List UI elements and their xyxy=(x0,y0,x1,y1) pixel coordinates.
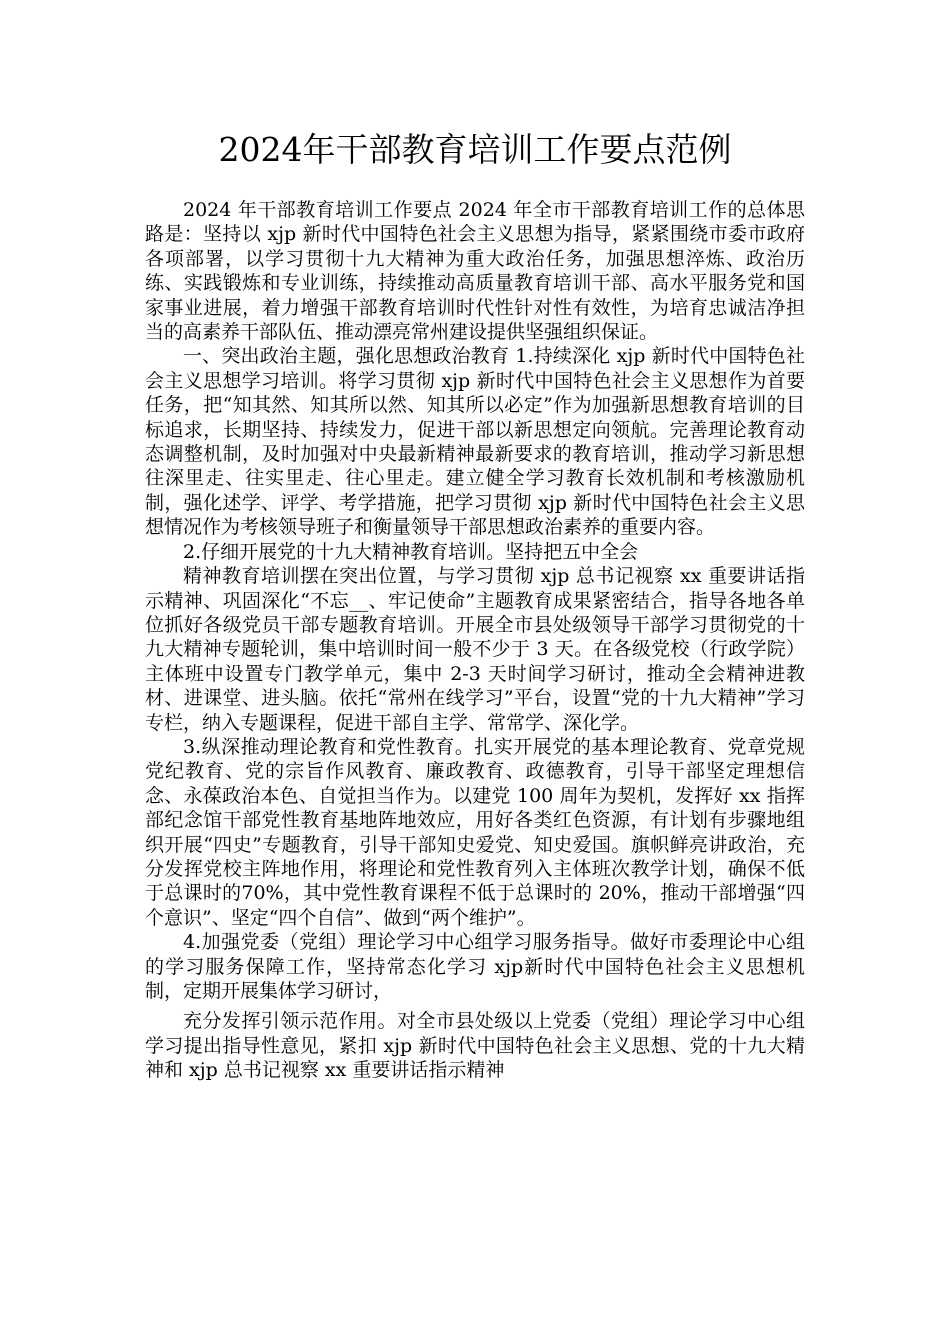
paragraph-item-4-continued: 充分发挥引领示范作用。对全市县处级以上党委（党组）理论学习中心组学习提出指导性意见，紧扣 xjp 新时代中国特色社会主义思想、党的十九大精神和 xjp 总书记视察 xx 重要讲话指示精神 xyxy=(145,1010,805,1082)
paragraph-item-4: 4.加强党委（党组）理论学习中心组学习服务指导。做好市委理论中心组的学习服务保障工作，坚持常态化学习 xjp新时代中国特色社会主义思想机制，定期开展集体学习研讨， xyxy=(145,931,805,1002)
paragraph-item-2-body: 精神教育培训摆在突出位置，与学习贯彻 xjp 总书记视察 xx 重要讲话指示精神、巩固深化“不忘__、牢记使命”主题教育成果紧密结合，指导各地各单位抓好各级党员干部专题教育培训。开展全市县处级领导干部学习贯彻党的十九大精神专题轮训，集中培训时间一般不少于 3 天。在各级党校（行政学院）主体班中设置专门教学单元，集中 2-3 天时间学习研讨，推动全会精神进教材、进课堂、进头脑。依托“常州在线学习”平台，设置“党的十九大精神”学习专栏，纳入专题课程，促进干部自主学、常常学、深化学。 xyxy=(145,565,805,734)
paragraph-intro: 2024 年干部教育培训工作要点 2024 年全市干部教育培训工作的总体思路是：坚持以 xjp 新时代中国特色社会主义思想为指导，紧紧围绕市委市政府各项部署，以学习贯彻十九大精神为重大政治任务，加强思想淬炼、政治历练、实践锻炼和专业训练，持续推动高质量教育培训干部、高水平服务党和国家事业进展，着力增强干部教育培训时代性针对性有效性，为培育忠诚洁净担当的高素养干部队伍、推动漂亮常州建设提供坚强组织保证。 xyxy=(145,199,805,344)
paragraph-item-3: 3.纵深推动理论教育和党性教育。扎实开展党的基本理论教育、党章党规党纪教育、党的宗旨作风教育、廉政教育、政德教育，引导干部坚定理想信念、永葆政治本色、自觉担当作为。以建党 100 周年为契机，发挥好 xx 指挥部纪念馆干部党性教育基地阵地效应，用好各类红色资源，有计划有步骤地组织开展“四史”专题教育，引导干部知史爱党、知史爱国。旗帜鲜亮讲政治，充分发挥党校主阵地作用，将理论和党性教育列入主体班次教学计划，确保不低于总课时的70%，其中党性教育课程不低于总课时的 20%，推动干部增强“四个意识”、坚定“四个自信”、做到“两个维护”。 xyxy=(145,735,805,929)
document-title: 2024年干部教育培训工作要点范例 xyxy=(218,130,732,169)
paragraph-item-2-heading: 2.仔细开展党的十九大精神教育培训。坚持把五中全会 xyxy=(183,540,639,563)
document-body xyxy=(145,198,805,1083)
paragraph-section-1: 一、突出政治主题，强化思想政治教育 1.持续深化 xjp 新时代中国特色社会主义思想学习培训。将学习贯彻 xjp 新时代中国特色社会主义思想作为首要任务，把“知其然、知其所以然、知其所以必定”作为加强新思想教育培训的目标追求，长期坚持、持续发力，促进干部以新思想定向领航。完善理论教育动态调整机制，及时加强对中央最新精神最新要求的教育培训，推动学习新思想往深里走、往实里走、往心里走。建立健全学习教育长效机制和考核激励机制，强化述学、评学、考学措施，把学习贯彻 xjp 新时代中国特色社会主义思想情况作为考核领导班子和衡量领导干部思想政治素养的重要内容。 xyxy=(145,345,805,539)
